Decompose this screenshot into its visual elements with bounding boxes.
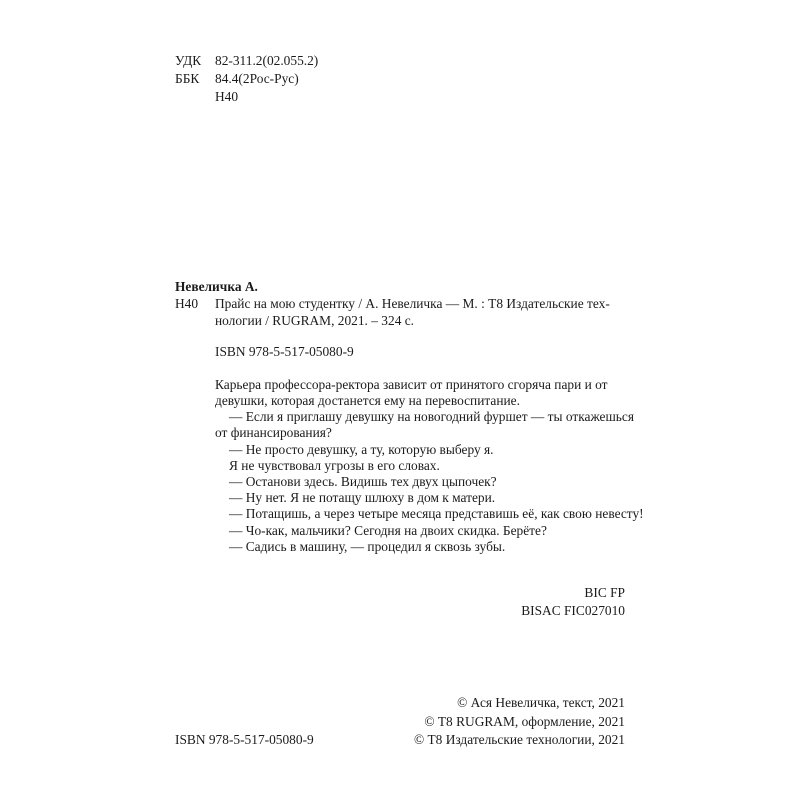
annotation-line: — Чо-как, мальчики? Сегодня на двоих скидка. Берёте? xyxy=(229,523,547,538)
author-sign-top: Н40 xyxy=(215,89,239,104)
bbk-value: 84.4(2Рос-Рус) xyxy=(215,71,299,86)
udk-value: 82-311.2(02.055.2) xyxy=(215,53,319,68)
annotation-line: — Потащишь, а через четыре месяца представишь её, как свою невесту! xyxy=(229,506,644,521)
isbn-record: ISBN 978-5-517-05080-9 xyxy=(215,344,354,359)
isbn-footer: ISBN 978-5-517-05080-9 xyxy=(175,732,314,747)
annotation-line: девушки, которая достанется ему на перевоспитание. xyxy=(215,393,520,408)
annotation-line: — Останови здесь. Видишь тех двух цыпочек? xyxy=(229,474,497,489)
title-line-1: Прайс на мою студентку / А. Невеличка — М. : Т8 Издательские тех- xyxy=(215,296,610,311)
annotation-line: от финансирования? xyxy=(215,425,332,440)
copyright-design: © Т8 RUGRAM, оформление, 2021 xyxy=(424,714,625,729)
annotation-line: — Садись в машину, — процедил я сквозь зубы. xyxy=(229,539,506,554)
copyright-publisher: © Т8 Издательские технологии, 2021 xyxy=(413,732,625,747)
title-line-2: нологии / RUGRAM, 2021. – 324 с. xyxy=(215,313,415,328)
author-heading: Невеличка А. xyxy=(175,279,258,294)
annotation-line: Я не чувствовал угрозы в его словах. xyxy=(229,458,440,473)
bbk-label: ББК xyxy=(175,71,200,86)
annotation-line: Карьера профессора-ректора зависит от принятого сгоряча пари и от xyxy=(215,377,608,392)
author-sign: Н40 xyxy=(175,296,199,311)
annotation-line: — Не просто девушку, а ту, которую выберу я. xyxy=(229,442,494,457)
bic-code: BIC FP xyxy=(584,585,625,600)
annotation-line: — Ну нет. Я не потащу шлюху в дом к матери. xyxy=(229,490,496,505)
copyright-text: © Ася Невеличка, текст, 2021 xyxy=(457,695,625,710)
bisac-code: BISAC FIC027010 xyxy=(521,603,625,618)
annotation-line: — Если я приглашу девушку на новогодний фуршет — ты откажешься xyxy=(229,409,635,424)
udk-label: УДК xyxy=(175,53,202,68)
